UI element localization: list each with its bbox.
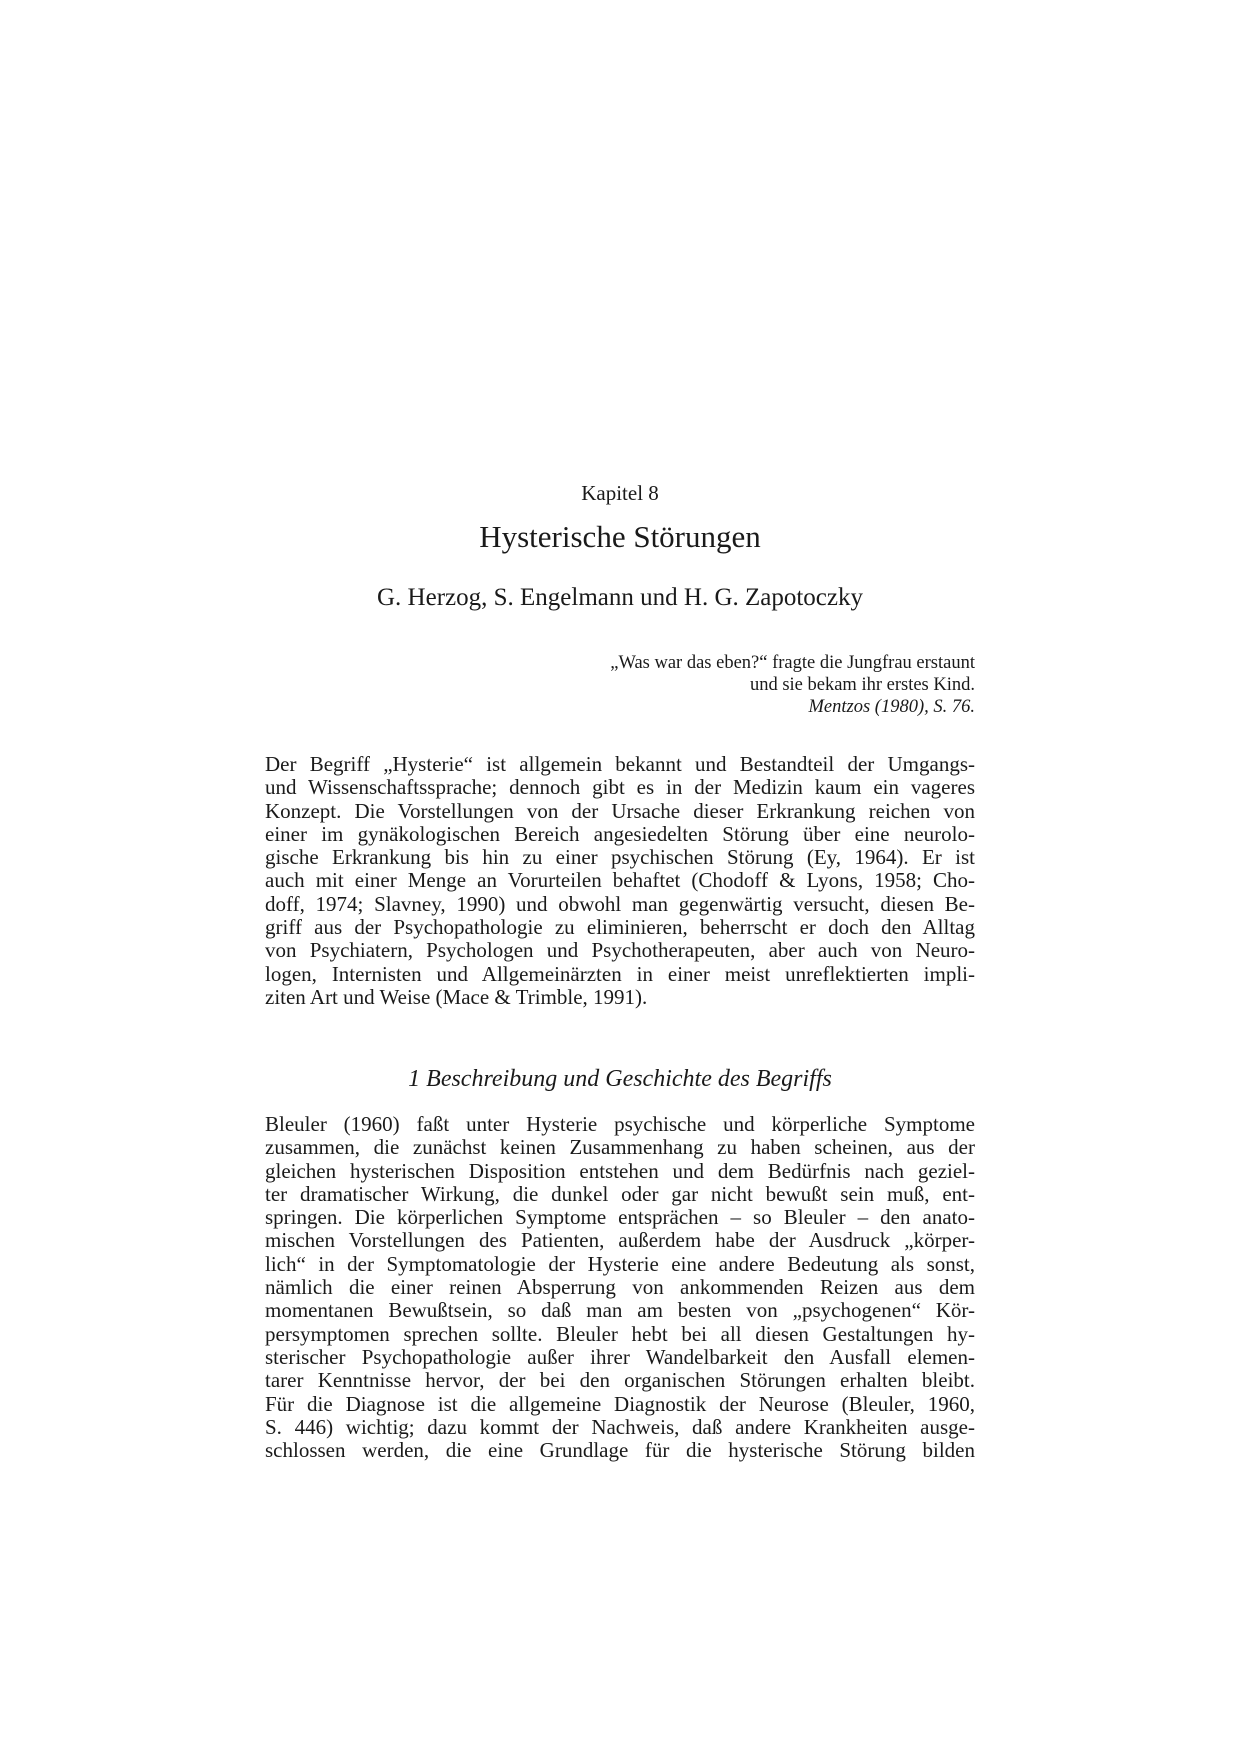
epigraph-source: Mentzos (1980), S. 76.: [808, 697, 975, 717]
text-line: Für die Diagnose ist die allgemeine Diagnostik der Neurose (Bleuler, 1960,: [265, 1391, 975, 1416]
text-line: einer im gynäkologischen Bereich angesiedelten Störung über eine neurolo-: [265, 821, 975, 846]
text-line: momentanen Bewußtsein, so daß man am besten von „psychogenen“ Kör-: [265, 1298, 975, 1323]
text-line: Konzept. Die Vorstellungen von der Ursache dieser Erkrankung reichen von: [265, 798, 975, 823]
text-line: sterischer Psychopathologie außer ihrer Wandelbarkeit den Ausfall elemen-: [265, 1344, 975, 1369]
intro-paragraph: [265, 753, 975, 1009]
text-line: nämlich die einer reinen Absperrung von ankommenden Reizen aus dem: [265, 1275, 975, 1300]
text-line: doff, 1974; Slavney, 1990) und obwohl man gegenwärtig versucht, diesen Be-: [265, 891, 975, 916]
text-line: ziten Art und Weise (Mace & Trimble, 1991).: [265, 984, 648, 1009]
text-line: tarer Kenntnisse hervor, der bei den organischen Störungen erhalten bleibt.: [265, 1368, 975, 1393]
epigraph-line: und sie bekam ihr erstes Kind.: [749, 675, 975, 695]
text-line: griff aus der Psychopathologie zu eliminieren, beherrscht er doch den Alltag: [265, 915, 975, 940]
text-line: gische Erkrankung bis hin zu einer psychischen Störung (Ey, 1964). Er ist: [265, 845, 975, 870]
text-line: von Psychiatern, Psychologen und Psychotherapeuten, aber auch von Neuro-: [265, 938, 975, 963]
text-line: auch mit einer Menge an Vorurteilen behaftet (Chodoff & Lyons, 1958; Cho-: [265, 868, 975, 893]
text-line: gleichen hysterischen Disposition entstehen und dem Bedürfnis nach geziel-: [265, 1158, 975, 1183]
text-line: springen. Die körperlichen Symptome entsprächen – so Bleuler – den anato-: [265, 1205, 975, 1230]
book-page: [265, 0, 975, 1755]
chapter-title: Hysterische Störungen: [479, 519, 761, 554]
chapter-authors: G. Herzog, S. Engelmann und H. G. Zapotoczky: [377, 584, 863, 611]
text-line: Der Begriff „Hysterie“ ist allgemein bekannt und Bestandteil der Umgangs-: [265, 752, 975, 776]
text-line: S. 446) wichtig; dazu kommt der Nachweis, daß andere Krankheiten ausge-: [265, 1414, 975, 1439]
chapter-label: Kapitel 8: [581, 481, 659, 505]
section-paragraph: [265, 1113, 975, 1462]
text-line: Bleuler (1960) faßt unter Hysterie psychische und körperliche Symptome: [265, 1112, 975, 1136]
text-line: schlossen werden, die eine Grundlage für die hysterische Störung bilden: [265, 1438, 975, 1463]
text-line: zusammen, die zunächst keinen Zusammenhang zu haben scheinen, aus der: [265, 1135, 975, 1160]
text-line: lich“ in der Symptomatologie der Hysterie eine andere Bedeutung als sonst,: [265, 1251, 975, 1276]
text-line: persymptomen sprechen sollte. Bleuler hebt bei all diesen Gestaltungen hy-: [265, 1321, 975, 1346]
text-line: ter dramatischer Wirkung, die dunkel oder gar nicht bewußt sein muß, ent-: [265, 1181, 975, 1206]
text-line: logen, Internisten und Allgemeinärzten in einer meist unreflektierten impli-: [265, 961, 975, 986]
epigraph: [515, 652, 975, 718]
text-line: mischen Vorstellungen des Patienten, außerdem habe der Ausdruck „körper-: [265, 1228, 975, 1253]
epigraph-line: „Was war das eben?“ fragte die Jungfrau erstaunt: [610, 653, 975, 673]
section-heading: 1 Beschreibung und Geschichte des Begriffs: [408, 1066, 832, 1092]
text-line: und Wissenschaftssprache; dennoch gibt es in der Medizin kaum ein vageres: [265, 775, 975, 800]
